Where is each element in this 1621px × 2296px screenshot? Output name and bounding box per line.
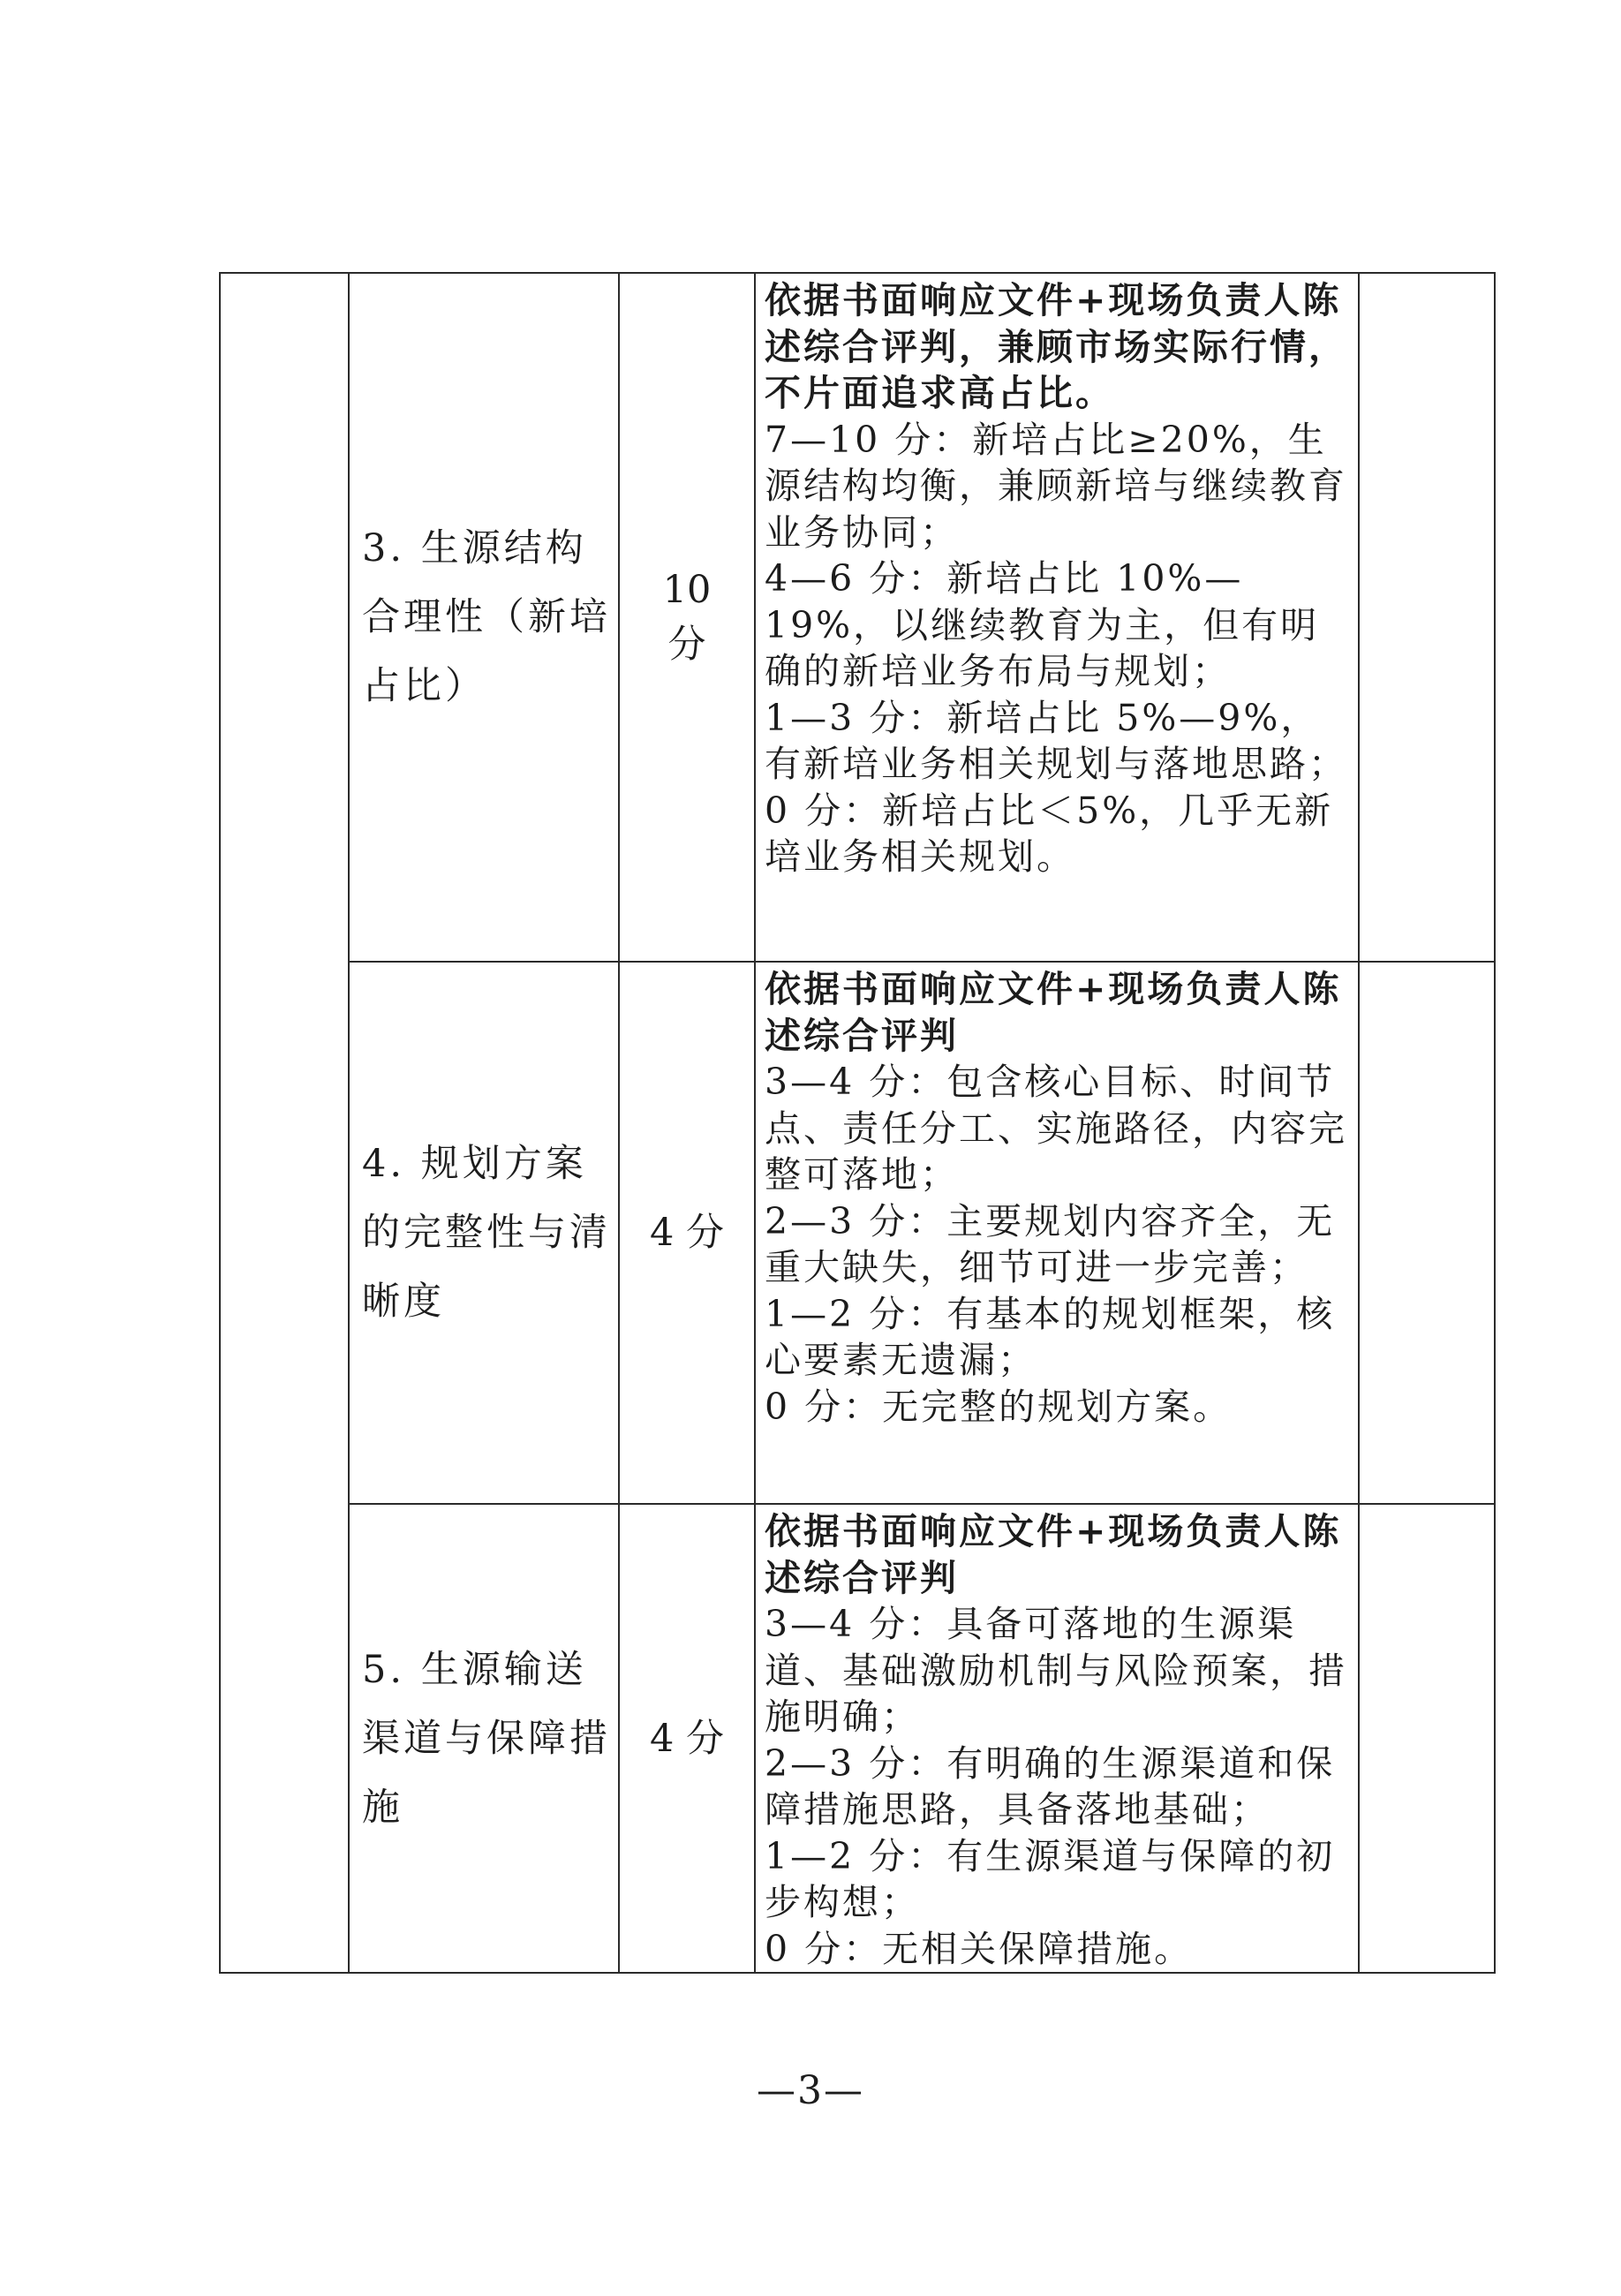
criteria-cell [755, 962, 1359, 1504]
criteria-line: 0 分：新培占比＜5%，几乎无新培业务相关规划。 [765, 789, 1334, 878]
criteria-cell [755, 273, 1359, 962]
table-row [220, 1504, 1495, 1973]
criteria-heading: 依据书面响应文件+现场负责人陈述综合评判 [765, 1510, 1342, 1599]
criteria-line: 2—3 分：有明确的生源渠道和保障措施思路，具备落地基础； [765, 1741, 1336, 1831]
table-row [220, 273, 1495, 962]
criteria-heading: 依据书面响应文件+现场负责人陈述综合评判 [765, 968, 1342, 1057]
score-value: 4 分 [649, 1716, 725, 1761]
category-cell [220, 273, 349, 1973]
table-row [220, 962, 1495, 1504]
criteria-line: 1—3 分：新培占比 5%—9%，有新培业务相关规划与落地思路； [765, 696, 1347, 785]
criteria-line: 7—10 分：新培占比≥20%，生源结构均衡，兼顾新培与继续教育业务协同； [765, 418, 1347, 554]
item-label: 4. 规划方案的完整性与清晰度 [362, 1142, 611, 1324]
item-cell [349, 962, 619, 1504]
score-value: 10 分 [662, 568, 712, 667]
score-cell [619, 1504, 755, 1973]
criteria-line: 2—3 分：主要规划内容齐全，无重大缺失，细节可进一步完善； [765, 1199, 1336, 1288]
criteria-line: 4—6 分：新培占比 10%—19%，以继续教育为主，但有明确的新培业务布局与规划； [765, 557, 1320, 692]
criteria-heading: 依据书面响应文件+现场负责人陈述综合评判，兼顾市场实际行情，不片面追求高占比。 [765, 279, 1347, 414]
remarks-cell [1359, 1504, 1495, 1973]
scoring-table [219, 272, 1496, 1974]
criteria-line: 1—2 分：有基本的规划框架，核心要素无遗漏； [765, 1292, 1336, 1381]
criteria-cell [755, 1504, 1359, 1973]
item-cell [349, 1504, 619, 1973]
criteria-line: 3—4 分：包含核心目标、时间节点、责任分工、实施路径，内容完整可落地； [765, 1061, 1347, 1196]
page-number: —3— [757, 2068, 864, 2113]
item-cell [349, 273, 619, 962]
remarks-cell [1359, 962, 1495, 1504]
criteria-line: 1—2 分：有生源渠道与保障的初步构想； [765, 1834, 1336, 1923]
item-label: 5. 生源输送渠道与保障措施 [362, 1647, 611, 1830]
score-cell [619, 962, 755, 1504]
criteria-line: 0 分：无完整的规划方案。 [765, 1385, 1233, 1428]
item-label: 3. 生源结构合理性（新培占比） [362, 526, 611, 708]
remarks-cell [1359, 273, 1495, 962]
criteria-line: 3—4 分：具备可落地的生源渠道、基础激励机制与风险预案，措施明确； [765, 1603, 1347, 1738]
score-value: 4 分 [649, 1211, 725, 1255]
score-cell [619, 273, 755, 962]
criteria-line: 0 分：无相关保障措施。 [765, 1927, 1194, 1970]
